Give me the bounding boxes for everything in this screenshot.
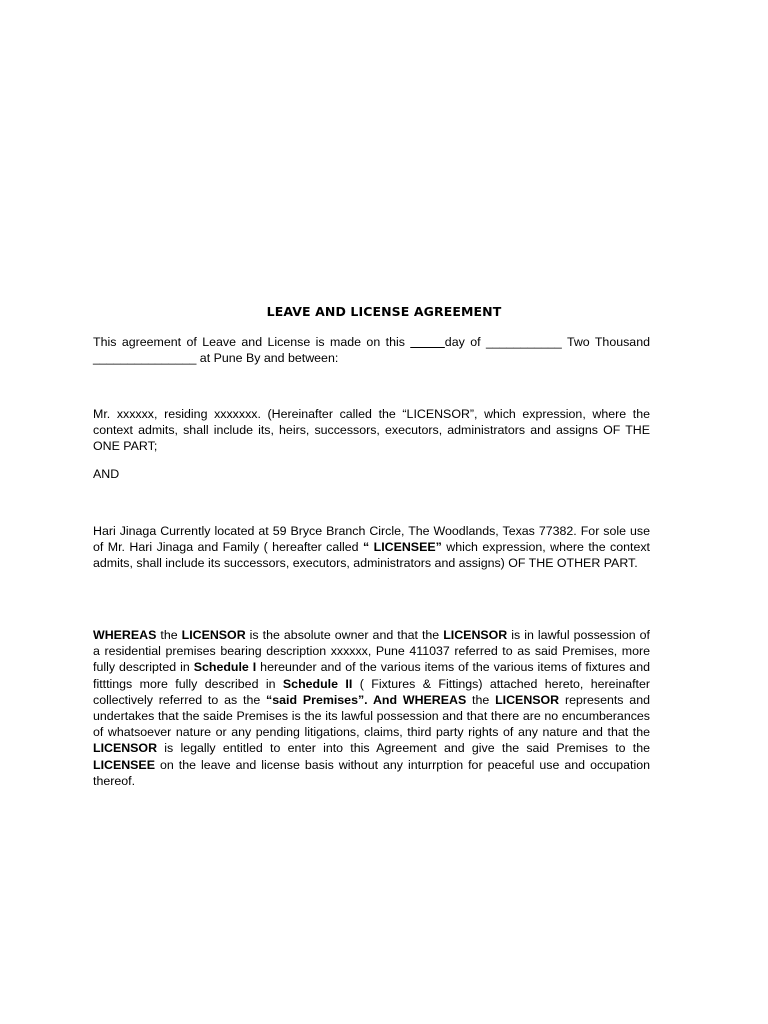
licensee-term: LICENSEE — [93, 757, 155, 772]
document-title: LEAVE AND LICENSE AGREEMENT — [266, 304, 502, 319]
licensor-paragraph: Mr. xxxxxx, residing xxxxxxx. (Hereinafter called the “LICENSOR”, which expression, where the context admits, shall include its, heirs, successors, executors, administrators and assigns OF THE ONE PART; — [93, 407, 650, 454]
whereas-term: WHEREAS — [93, 628, 157, 642]
whereas-text-2: is the absolute owner and that the — [245, 628, 444, 642]
whereas-text-7: represents and undertakes that the saide Premises is the its lawful possession and that there are no encumberances of whatsoever nature or any pending litigations, claims, third party rights of any nature and that the — [93, 692, 650, 740]
whereas-text-4: hereunder and of the various items of the various items of fixtures and fitttings more fully described in — [93, 660, 650, 691]
whereas-paragraph — [93, 627, 650, 789]
whereas-text-6: the — [466, 692, 496, 707]
said-premises-term: “said Premises”. And WHEREAS — [266, 692, 467, 707]
whereas-text-3: is in lawful possession of a residential premises bearing description xxxxxx, Pune 411037 referred to as said Premises, more fully descripted in — [93, 628, 650, 675]
day-blank: _____ — [410, 335, 445, 349]
whereas-text-9: on the leave and license basis without any inturrption for peaceful use and occupation thereof. — [93, 757, 650, 788]
licensee-paragraph — [93, 523, 650, 572]
licensee-term: “ LICENSEE” — [363, 540, 442, 555]
intro-text-2: day of ___________ Two Thousand _______________ at Pune By and between: — [93, 335, 650, 366]
whereas-text-1: the — [156, 628, 182, 642]
and-separator: AND — [93, 467, 120, 481]
licensor-term: LICENSOR — [495, 692, 560, 707]
intro-text-1: This agreement of Leave and License is made on this — [93, 335, 411, 349]
licensee-text-2: which expression, where the context admits, shall include its successors, executors, administrators and assigns) OF THE OTHER PART. — [93, 540, 650, 571]
whereas-text-8: is legally entitled to enter into this Agreement and give the said Premises to the — [157, 741, 650, 756]
whereas-text-5: ( Fixtures & Fittings) attached hereto, hereinafter collectively referred to as the — [93, 676, 651, 707]
licensor-term: LICENSOR — [443, 628, 508, 642]
licensee-text-1: Hari Jinaga Currently located at 59 Bryce Branch Circle, The Woodlands, Texas 77382. For sole use of Mr. Hari Jinaga and Family ( hereafter called — [93, 524, 650, 555]
intro-paragraph — [93, 334, 650, 366]
licensor-term: LICENSOR — [93, 741, 158, 756]
licensor-term: LICENSOR — [181, 628, 246, 642]
schedule-1-term: Schedule I — [193, 660, 257, 675]
schedule-2-term: Schedule II — [282, 676, 353, 691]
